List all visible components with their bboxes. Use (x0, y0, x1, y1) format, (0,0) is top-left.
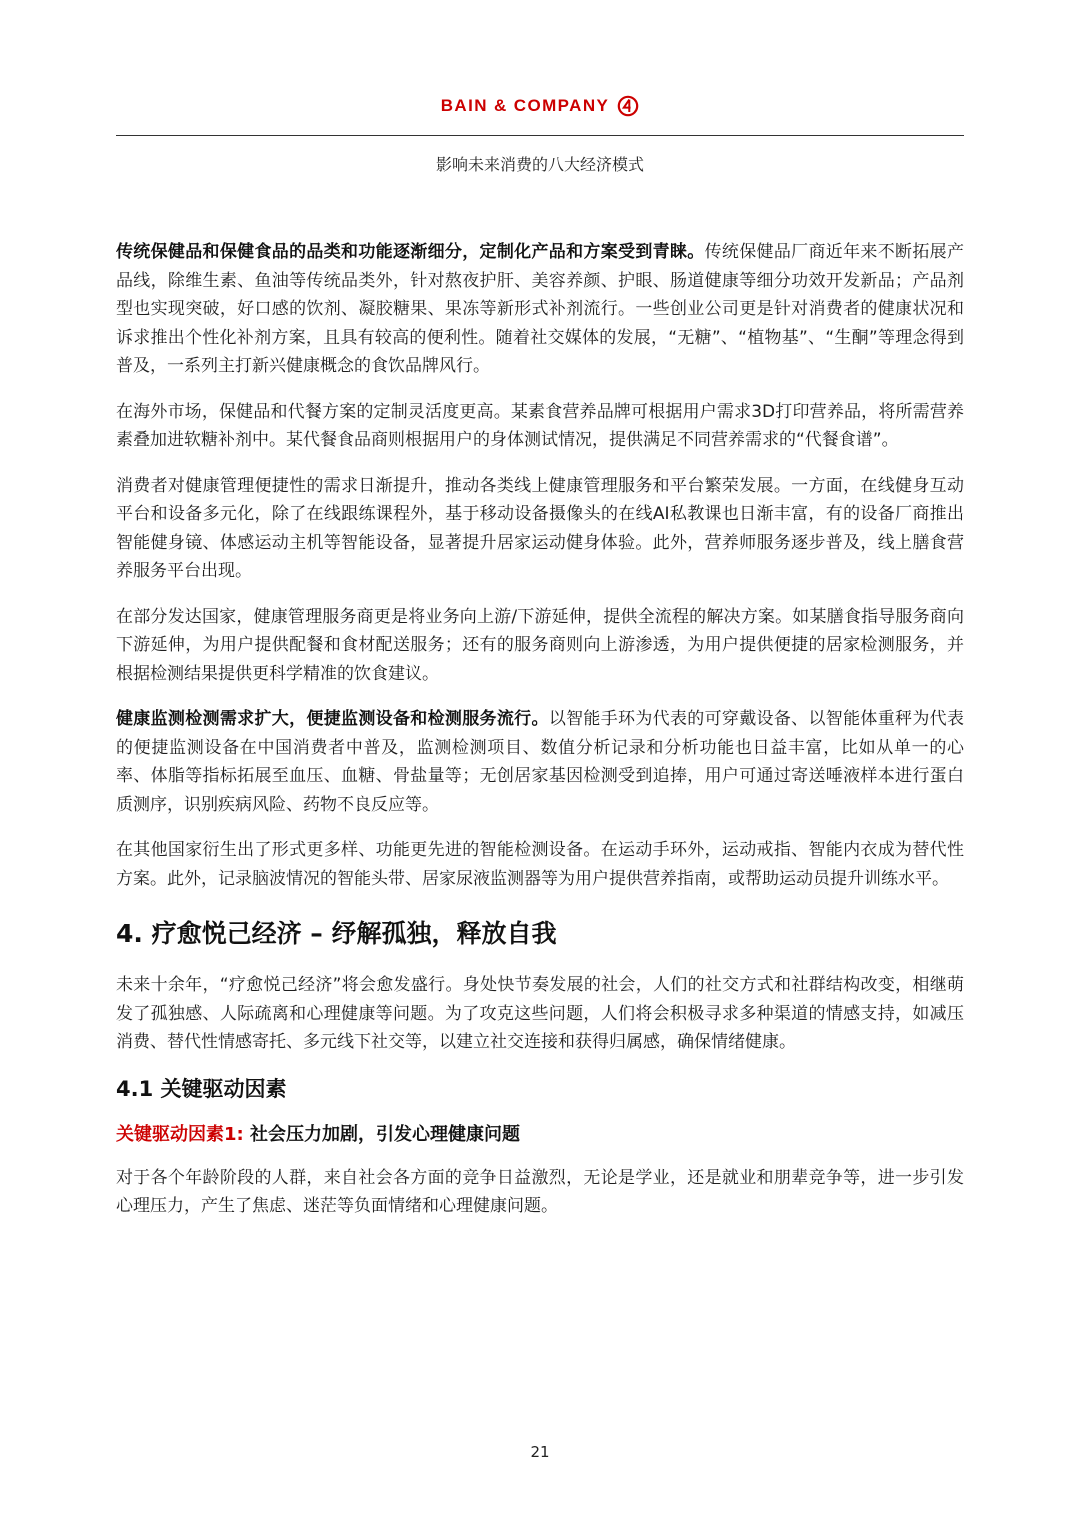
header-divider (116, 135, 964, 136)
paragraph-online-health-services: 消费者对健康管理便捷性的需求日渐提升，推动各类线上健康管理服务和平台繁荣发展。一方面，在线健身互动平台和设备多元化，除了在线跟练课程外，基于移动设备摄像头的在线AI私教课也日渐丰富，有的设备厂商推出智能健身镜、体感运动主机等智能设备，显著提升居家运动健身体验。此外，营养师服务逐步普及，线上膳食营养服务平台出现。 (116, 475, 964, 581)
report-header (0, 92, 1080, 120)
key-driver-label: 关键驱动因素1: (116, 1123, 244, 1145)
bain-circle-logo-icon (617, 95, 639, 117)
paragraph-overseas-customization: 在海外市场，保健品和代餐方案的定制灵活度更高。某素食营养品牌可根据用户需求3D打印营养品，将所需营养素叠加进软糖补剂中。某代餐食品商则根据用户的身体测试情况，提供满足不同营养需求的“代餐食谱”。 (116, 401, 964, 450)
key-driver-title: 社会压力加剧，引发心理健康问题 (243, 1123, 520, 1145)
paragraph-text: 以智能手环为代表的可穿戴设备、以智能体重秤为代表的便捷监测设备在中国消费者中普及，监测检测项目、数值分析记录和分析功能也日益丰富，比如从单一的心率、体脂等指标拓展至血压、血糖、骨盐量等；无创居家基因检测受到追捧，用户可通过寄送唾液样本进行蛋白质测序，识别疾病风险、药物不良反应等。 (116, 709, 964, 815)
subsection-heading: 4.1 关键驱动因素 (116, 1076, 287, 1101)
key-driver-heading (116, 1120, 964, 1150)
paragraph-text: 传统保健品厂商近年来不断拓展产品线，除维生素、鱼油等传统品类外，针对熬夜护肝、美容养颜、护眼、肠道健康等细分功效开发新品；产品剂型也实现突破，好口感的饮剂、凝胶糖果、果冻等新形式补剂流行。一些创业公司更是针对消费者的健康状况和诉求推出个性化补剂方案，且具有较高的便利性。随着社交媒体的发展，“无糖”、“植物基”、“生酮”等理念得到普及，一系列主打新兴健康概念的食饮品牌风行。 (116, 242, 964, 376)
paragraph-lead: 健康监测检测需求扩大，便捷监测设备和检测服务流行。 (116, 709, 549, 729)
paragraph-supplements (116, 238, 964, 381)
company-logo-text: BAIN & COMPANY (440, 96, 610, 115)
page-number: 21 (530, 1443, 550, 1461)
section-heading: 4. 疗愈悦己经济 – 纾解孤独，释放自我 (116, 919, 557, 948)
paragraph-lead: 传统保健品和保健食品的品类和功能逐渐细分，定制化产品和方案受到青睐。 (116, 242, 705, 262)
paragraph-smart-devices: 在其他国家衍生出了形式更多样、功能更先进的智能检测设备。在运动手环外，运动戒指、智能内衣成为替代性方案。此外，记录脑波情况的智能头带、居家尿液监测器等为用户提供营养指南，或帮助运动员提升训练水平。 (116, 840, 964, 889)
report-title: 影响未来消费的八大经济模式 (435, 155, 644, 174)
paragraph-healing-economy: 未来十余年，“疗愈悦己经济”将会愈发盛行。身处快节奏发展的社会，人们的社交方式和社群结构改变，相继萌发了孤独感、人际疏离和心理健康等问题。为了攻克这些问题，人们将会积极寻求多种渠道的情感支持，如减压消费、替代性情感寄托、多元线下社交等，以建立社交连接和获得归属感，确保情绪健康。 (116, 975, 964, 1052)
paragraph-health-monitoring (116, 705, 964, 819)
paragraph-social-pressure: 对于各个年龄阶段的人群，来自社会各方面的竞争日益激烈，无论是学业，还是就业和朋辈竞争等，进一步引发心理压力，产生了焦虑、迷茫等负面情绪和心理健康问题。 (116, 1167, 964, 1216)
paragraph-service-extension: 在部分发达国家，健康管理服务商更是将业务向上游/下游延伸，提供全流程的解决方案。如某膳食指导服务商向下游延伸，为用户提供配餐和食材配送服务；还有的服务商则向上游渗透，为用户提供便捷的居家检测服务，并根据检测结果提供更科学精准的饮食建议。 (116, 606, 964, 684)
page-content (116, 238, 964, 1238)
